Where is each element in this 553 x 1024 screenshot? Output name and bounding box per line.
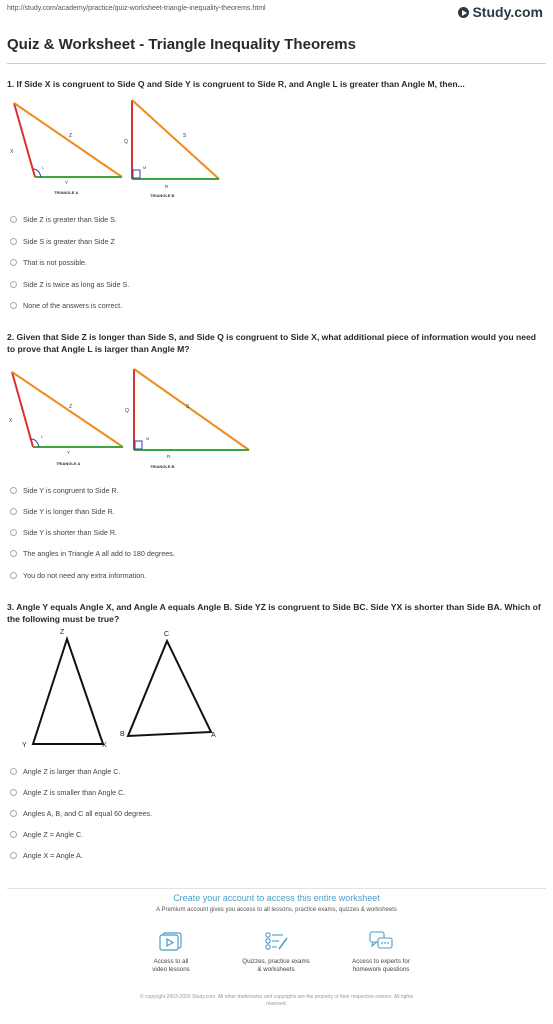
label-r: R: [167, 454, 171, 459]
label-z: Z: [69, 404, 73, 410]
question-1-text: 1. If Side X is congruent to Side Q and Side Y is congruent to Side R, and Angle L is greater than Angle M, then...: [7, 79, 465, 89]
label-l: L: [42, 165, 45, 170]
label-s: S: [186, 404, 190, 410]
answer-option[interactable]: Side Z is twice as long as Side S.: [10, 280, 129, 289]
brand-name: Study.com: [472, 4, 543, 20]
page-url: http://study.com/academy/practice/quiz-worksheet-triangle-inequality-theorems.html: [7, 5, 266, 12]
radio-icon[interactable]: [10, 259, 17, 266]
answer-option[interactable]: Angles A, B, and C all equal 60 degrees.: [10, 809, 152, 818]
answer-option[interactable]: That is not possible.: [10, 258, 87, 267]
answer-option[interactable]: Angle Z = Angle C.: [10, 830, 83, 839]
triangle-a-caption: TRIANGLE A: [56, 461, 81, 466]
label-z: Z: [60, 629, 65, 636]
quiz-worksheet-icon: [263, 930, 289, 952]
label-a: A: [211, 732, 216, 739]
radio-icon[interactable]: [10, 216, 17, 223]
radio-icon[interactable]: [10, 852, 17, 859]
answer-option[interactable]: Side Y is shorter than Side R.: [10, 528, 117, 537]
answer-option[interactable]: Side Y is longer than Side R.: [10, 507, 115, 516]
radio-icon[interactable]: [10, 487, 17, 494]
label-r: R: [165, 184, 169, 189]
radio-icon[interactable]: [10, 768, 17, 775]
answer-option[interactable]: Side Y is congruent to Side R.: [10, 486, 119, 495]
answer-option[interactable]: Side Z is greater than Side S.: [10, 215, 117, 224]
label-l: L: [41, 434, 44, 439]
answer-option[interactable]: Angle X = Angle A.: [10, 851, 83, 860]
answer-option[interactable]: You do not need any extra information.: [10, 571, 146, 580]
page-title: Quiz & Worksheet - Triangle Inequality Theorems: [7, 36, 356, 53]
promo-divider: [7, 888, 546, 889]
feature-experts[interactable]: Access to experts for homework questions: [326, 930, 436, 974]
label-q: Q: [125, 408, 129, 414]
triangle-a-caption: TRIANGLE A: [54, 190, 79, 195]
expert-chat-icon: [368, 930, 394, 952]
label-x: X: [102, 742, 107, 749]
label-z: Z: [69, 133, 73, 139]
radio-icon[interactable]: [10, 572, 17, 579]
label-c: C: [164, 631, 170, 638]
radio-icon[interactable]: [10, 529, 17, 536]
question-3-figure: [15, 625, 230, 760]
copyright-footer: © copyright 2003-2020 Study.com. All other trademarks and copyrights are the property of their respective owners. All rights reserved.: [139, 994, 414, 1007]
promo-title[interactable]: Create your account to access this entire worksheet: [173, 893, 380, 903]
study-logo[interactable]: [458, 4, 543, 20]
play-logo-icon: [458, 7, 469, 18]
question-2-figure: [7, 364, 257, 479]
answer-option[interactable]: Angle Z is larger than Angle C.: [10, 767, 120, 776]
label-s: S: [183, 133, 187, 139]
radio-icon[interactable]: [10, 238, 17, 245]
promo-subtitle: A Premium account gives you access to all lessons, practice exams, quizzes & worksheets: [156, 907, 397, 913]
radio-icon[interactable]: [10, 789, 17, 796]
label-y: Y: [22, 742, 27, 749]
feature-quizzes[interactable]: Quizzes, practice exams & worksheets: [221, 930, 331, 974]
label-b: B: [120, 731, 125, 738]
question-1-figure: [7, 95, 227, 208]
answer-option[interactable]: Angle Z is smaller than Angle C.: [10, 788, 125, 797]
question-2-text: 2. Given that Side Z is longer than Side S, and Side Q is congruent to Side X, what additional piece of information would you need to prove that Angle L is larger than Angle M?: [7, 332, 537, 354]
radio-icon[interactable]: [10, 831, 17, 838]
video-lesson-icon: [158, 930, 184, 952]
label-q: Q: [124, 139, 128, 145]
answer-option[interactable]: The angles in Triangle A all add to 180 degrees.: [10, 549, 175, 558]
radio-icon[interactable]: [10, 281, 17, 288]
radio-icon[interactable]: [10, 810, 17, 817]
label-m: M: [146, 436, 150, 441]
label-m: M: [143, 165, 147, 170]
label-x: X: [10, 149, 14, 155]
radio-icon[interactable]: [10, 550, 17, 557]
radio-icon[interactable]: [10, 508, 17, 515]
question-3-text: 3. Angle Y equals Angle X, and Angle A equals Angle B. Side YZ is congruent to Side BC. Side YX is shorter than Side BA. Which of the following must be true?: [7, 602, 541, 624]
label-x: X: [9, 418, 13, 424]
title-divider: [7, 63, 546, 64]
feature-video-lessons[interactable]: Access to all video lessons: [116, 930, 226, 974]
radio-icon[interactable]: [10, 302, 17, 309]
triangle-b-caption: TRIANGLE B: [150, 193, 175, 198]
triangle-b-caption: TRIANGLE B: [150, 464, 175, 469]
answer-option[interactable]: None of the answers is correct.: [10, 301, 122, 310]
label-y: Y: [65, 180, 69, 185]
label-y: Y: [67, 450, 71, 455]
answer-option[interactable]: Side S is greater than Side Z: [10, 237, 115, 246]
